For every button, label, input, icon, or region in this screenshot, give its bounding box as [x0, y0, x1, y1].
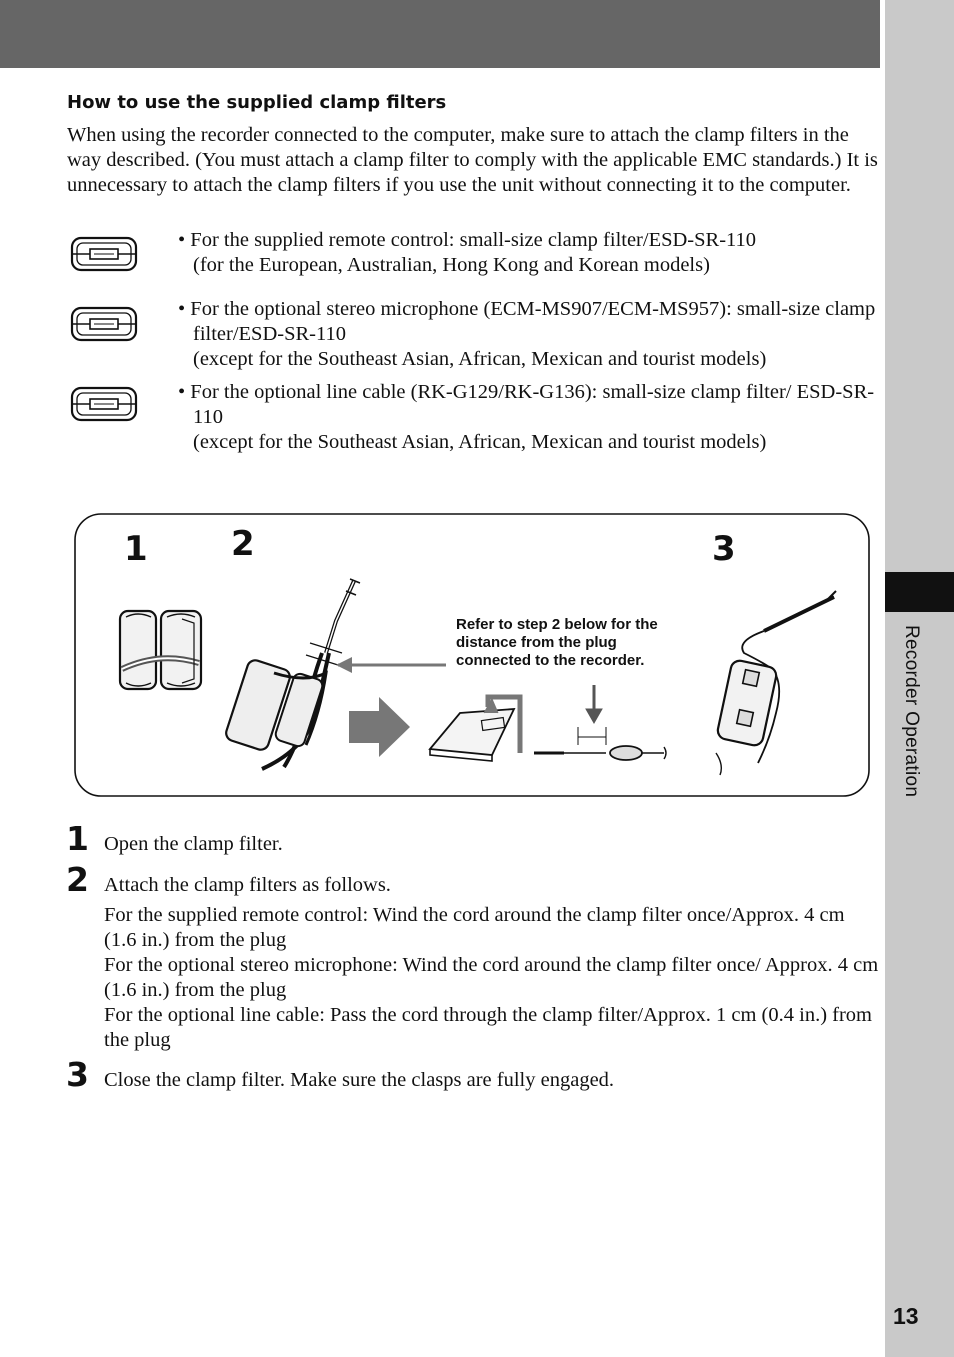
clamp-filter-icon	[70, 234, 138, 274]
step-number: 1	[66, 819, 89, 858]
bullet-remote-control	[178, 228, 880, 278]
bullet-stereo-microphone	[178, 297, 880, 372]
callout-text-line-2: distance from the plug	[456, 634, 617, 651]
bullet-line-cable	[178, 380, 880, 455]
callout-text-line-1: Refer to step 2 below for the	[456, 616, 658, 633]
bullet-note: (except for the Southeast Asian, African, Mexican and tourist models)	[193, 348, 767, 370]
callout-text-line-3: connected to the recorder.	[456, 652, 645, 669]
clamp-filter-icon	[70, 304, 138, 344]
bullet-text: • For the optional stereo microphone (ECM-MS907/ECM-MS957): small-size clamp filter/ESD-SR-110	[178, 298, 876, 345]
section-heading: How to use the supplied clamp filters	[67, 92, 447, 113]
figure-step-3-label: 3	[712, 529, 736, 569]
bullet-text: • For the optional line cable (RK-G129/RK-G136): small-size clamp filter/ ESD-SR-110	[178, 381, 875, 428]
bullet-text: • For the supplied remote control: small-size clamp filter/ESD-SR-110	[178, 229, 757, 251]
section-label: Recorder Operation	[901, 625, 922, 798]
figure-step-2-label: 2	[231, 524, 255, 564]
step-detail-line-cable: For the optional line cable: Pass the cord through the clamp filter/Approx. 1 cm (0.4 in.) from the plug	[104, 1004, 872, 1051]
step-detail-stereo-microphone: For the optional stereo microphone: Wind the cord around the clamp filter once/ Approx. 4 cm (1.6 in.) from the plug	[104, 954, 879, 1001]
clamp-filter-illustration	[74, 513, 870, 797]
step-text: Close the clamp filter. Make sure the clasps are fully engaged.	[104, 1069, 615, 1091]
intro-paragraph: When using the recorder connected to the computer, make sure to attach the clamp filters in the way described. (You must attach a clamp filter to comply with the applicable EMC standards.) It is unnecessary to attach the clamp filters if you use the unit without connecting it to the computer.	[67, 124, 878, 196]
figure-step-1-label: 1	[124, 529, 148, 569]
clamp-filter-icon	[70, 384, 138, 424]
step-text: Open the clamp filter.	[104, 833, 283, 855]
header-bar	[0, 0, 880, 68]
step-number: 2	[66, 860, 89, 899]
bullet-note: (for the European, Australian, Hong Kong and Korean models)	[193, 254, 710, 276]
page-number: 13	[893, 1303, 919, 1329]
step-detail-remote-control: For the supplied remote control: Wind the cord around the clamp filter once/Approx. 4 cm (1.6 in.) from the plug	[104, 904, 845, 951]
open-clamp-filter-drawing	[120, 611, 201, 689]
step-number: 3	[66, 1055, 89, 1094]
section-tab	[885, 572, 954, 612]
bullet-note: (except for the Southeast Asian, African, Mexican and tourist models)	[193, 431, 767, 453]
step-text: Attach the clamp filters as follows.	[104, 874, 391, 896]
